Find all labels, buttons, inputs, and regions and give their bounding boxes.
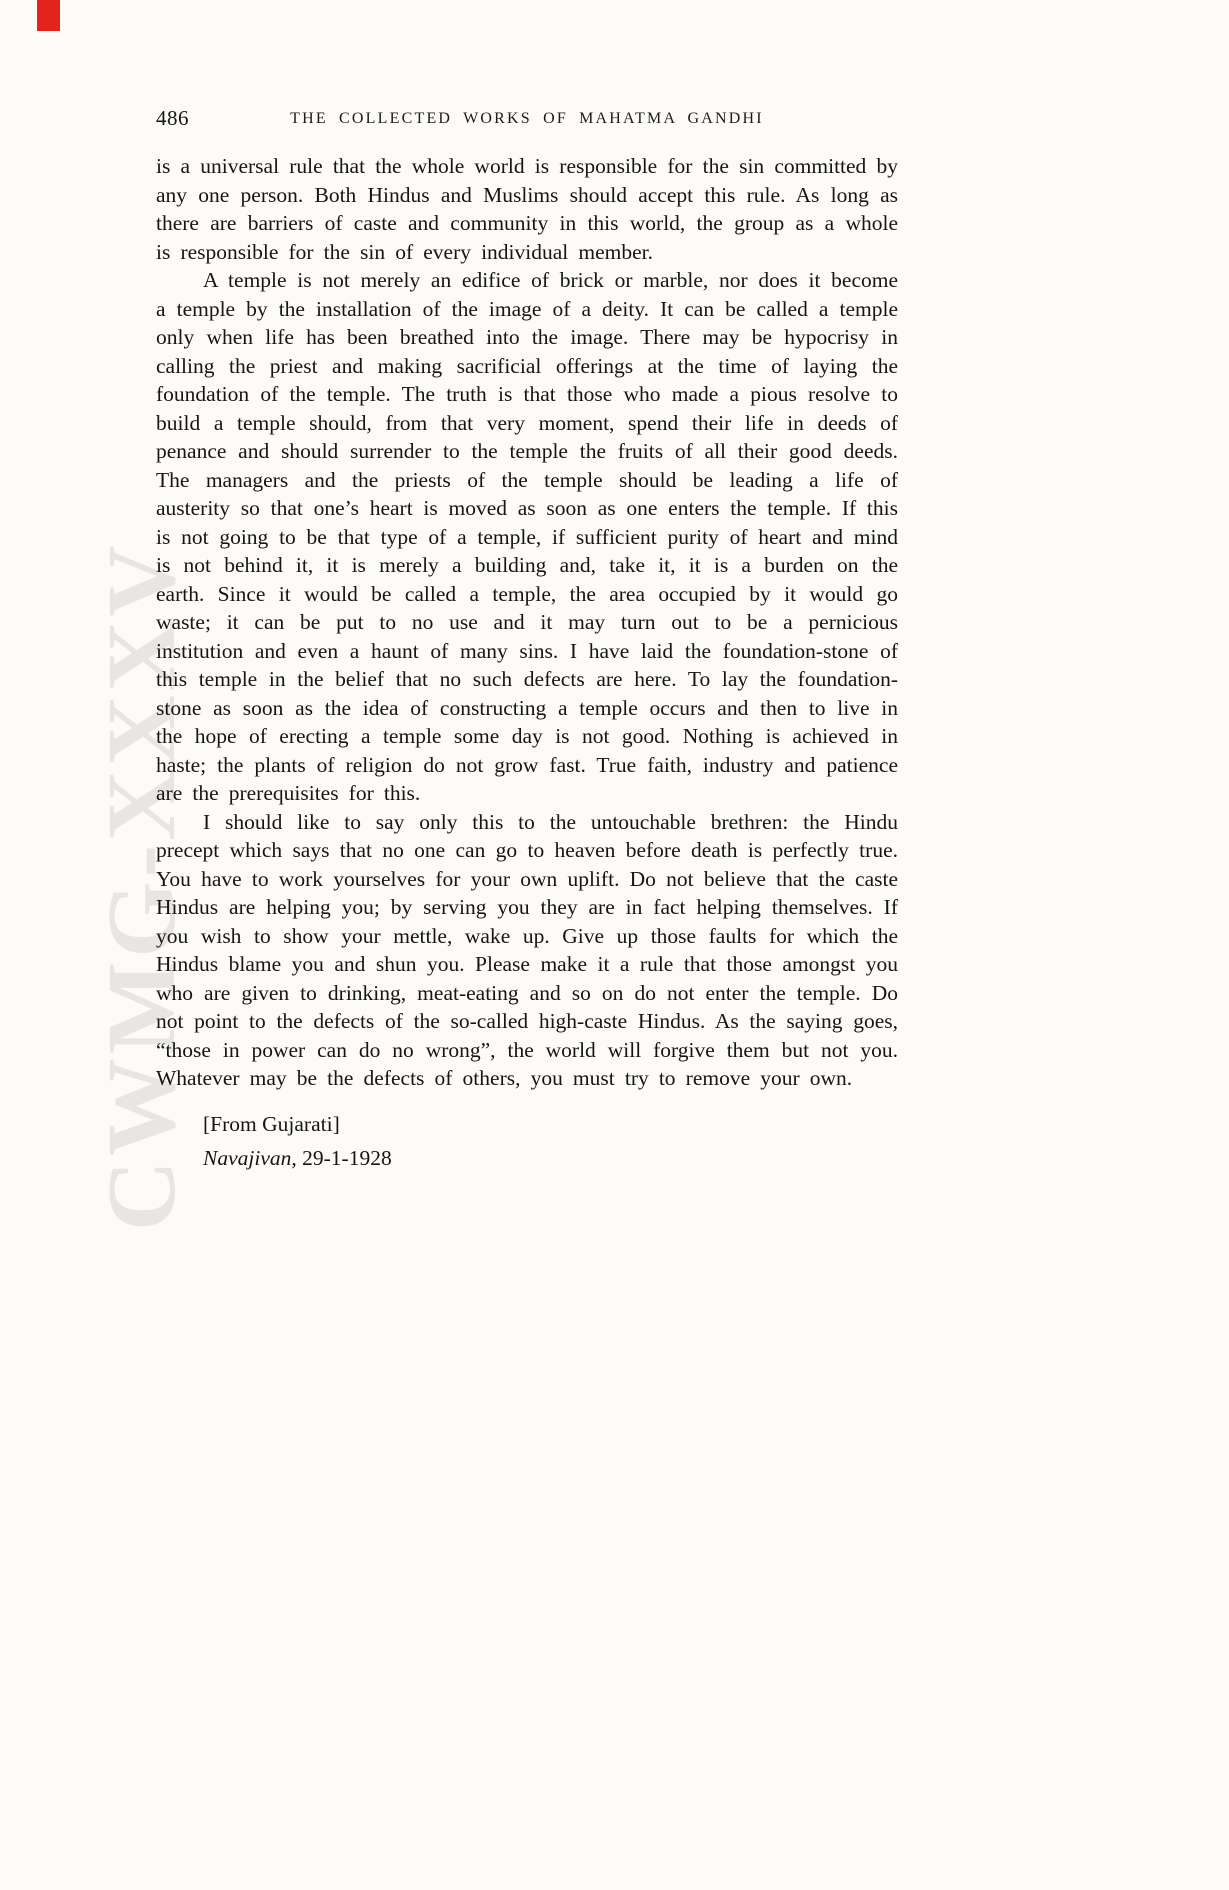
body-paragraph: is a universal rule that the whole world is responsible for the sin committed by any one person. Both Hindus and Muslims should accept this rule. As long as there are barriers of caste and community in this world, the group as a whole is responsible for the sin of every individual member.: [156, 154, 898, 264]
scan-artifact-red-mark: [37, 0, 60, 31]
body-paragraph: I should like to say only this to the untouchable brethren: the Hindu precept which says that no one can go to heaven before death is perfectly true. You have to work yourselves for your own uplift. Do not believe that the caste Hindus are helping you; by serving you they are in fact helping themselves. If you wish to show your mettle, wake up. Give up those faults for which the Hindus blame you and shun you. Please make it a rule that those amongst you who are given to drinking, meat-eating and so on do not enter the temple. Do not point to the defects of the so-called high-caste Hindus. As the saying goes, “those in power can do no wrong”, the world will forgive them but not you. Whatever may be the defects of others, you must try to remove your own.: [156, 809, 898, 1090]
source-date: 29-1-1928: [296, 1145, 392, 1170]
cwmg-volume-watermark: CWMG-XXXV: [88, 541, 196, 1231]
body-text: [156, 152, 898, 1093]
body-paragraph: A temple is not merely an edifice of brick or marble, nor does it become a temple by the installation of the image of a deity. It can be called a temple only when life has been breathed into the image. There may be hypocrisy in calling the priest and making sacrificial offerings at the time of laying the foundation of the temple. The truth is that those who made a pious resolve to build a temple should, from that very moment, spend their life in deeds of penance and should surrender to the temple the fruits of all their good deeds. The managers and the priests of the temple should be leading a life of austerity so that one’s heart is moved as soon as one enters the temple. If this is not going to be that type of a temple, if sufficient purity of heart and mind is not behind it, it is merely a building and, take it, it is a burden on the earth. Since it would be called a temple, the area occupied by it would go waste; it can be put to no use and it may turn out to be a pernicious institution and even a haunt of many sins. I have laid the foundation-stone of this temple in the belief that no such defects are here. To lay the foundation-stone as soon as the idea of constructing a temple occurs and then to live in the hope of erecting a temple some day is not good. Nothing is achieved in haste; the plants of religion do not grow fast. True faith, industry and patience are the prerequisites for this.: [156, 268, 898, 805]
book-page: [156, 106, 898, 1175]
source-language-note: [From Gujarati]: [203, 1111, 340, 1136]
running-title: THE COLLECTED WORKS OF MAHATMA GANDHI: [290, 110, 764, 127]
page-header: [156, 106, 898, 136]
source-attribution: [203, 1141, 898, 1175]
source-journal-name: Navajivan,: [203, 1145, 297, 1170]
source-block: [203, 1107, 898, 1175]
page-number: 486: [156, 106, 189, 130]
